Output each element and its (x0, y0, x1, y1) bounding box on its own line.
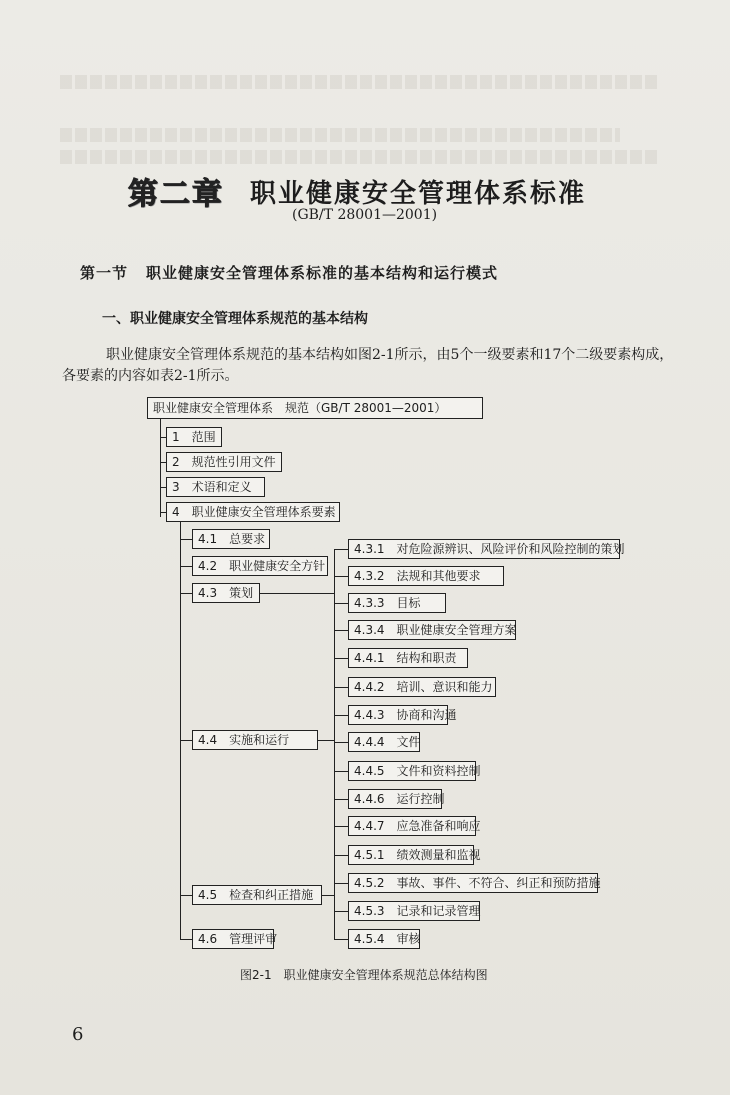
section-heading (80, 262, 516, 283)
connector-line (334, 771, 348, 772)
diagram-node-l2: 4.1 总要求 (192, 529, 270, 549)
connector-line (180, 895, 192, 896)
diagram-node-l3: 4.4.5 文件和资料控制 (348, 761, 476, 781)
connector-line (180, 566, 192, 567)
connector-line (334, 911, 348, 912)
section-number: 第一节 (80, 264, 129, 282)
diagram-node-l3: 4.3.2 法规和其他要求 (348, 566, 504, 586)
connector-line (180, 740, 192, 741)
diagram-node-l2: 4.6 管理评审 (192, 929, 274, 949)
connector-line (334, 799, 348, 800)
diagram-node-l3: 4.5.3 记录和记录管理 (348, 901, 480, 921)
connector-line (160, 512, 166, 513)
diagram-node-l3: 4.5.1 绩效测量和监视 (348, 845, 474, 865)
diagram-root-node: 职业健康安全管理体系 规范（GB/T 28001—2001） (147, 397, 483, 419)
connector-line (334, 883, 348, 884)
chapter-title: 职业健康安全管理体系标准 (250, 178, 587, 209)
diagram-node-l3: 4.3.4 职业健康安全管理方案 (348, 620, 516, 640)
connector-line (334, 630, 348, 631)
diagram-node-l3: 4.4.4 文件 (348, 732, 420, 752)
subsection-heading: 一、职业健康安全管理体系规范的基本结构 (102, 311, 368, 327)
bleed-through-line (60, 128, 620, 142)
connector-line (334, 549, 348, 550)
connector-line (334, 715, 348, 716)
diagram-node-l2: 4.3 策划 (192, 583, 260, 603)
body-paragraph: 职业健康安全管理体系规范的基本结构如图2-1所示，由5个一级要素和17个二级要素构成，各要素的内容如表2-1所示。 (62, 347, 674, 384)
diagram-node-l3: 4.4.6 运行控制 (348, 789, 442, 809)
connector-line (180, 593, 192, 594)
connector-line (334, 603, 348, 604)
diagram-node-l3: 4.3.3 目标 (348, 593, 446, 613)
diagram-node-l3: 4.4.2 培训、意识和能力 (348, 677, 496, 697)
connector-line (334, 939, 348, 940)
connector-line (318, 740, 334, 741)
connector-line (180, 539, 192, 540)
connector-line (322, 895, 334, 896)
figure-caption: 图2-1 职业健康安全管理体系规范总体结构图 (240, 968, 488, 982)
standard-code: (GB/T 28001—2001) (292, 207, 438, 223)
bleed-through-line (60, 75, 660, 89)
connector-line (334, 855, 348, 856)
diagram-node-l3: 4.4.3 协商和沟通 (348, 705, 448, 725)
diagram-node-l2: 4.4 实施和运行 (192, 730, 318, 750)
connector-line (160, 437, 166, 438)
connector-line (334, 687, 348, 688)
connector-line (160, 487, 166, 488)
chapter-heading (128, 171, 608, 211)
diagram-node-l3: 4.4.7 应急准备和响应 (348, 816, 476, 836)
connector-line (334, 549, 335, 939)
connector-line (160, 462, 166, 463)
section-title: 职业健康安全管理体系标准的基本结构和运行模式 (146, 264, 499, 282)
diagram-node-l1: 1 范围 (166, 427, 222, 447)
connector-line (334, 658, 348, 659)
diagram-node-l1: 4 职业健康安全管理体系要素 (166, 502, 340, 522)
connector-line (334, 826, 348, 827)
connector-line (334, 576, 348, 577)
diagram-node-l3: 4.5.2 事故、事件、不符合、纠正和预防措施 (348, 873, 598, 893)
diagram-node-l2: 4.5 检查和纠正措施 (192, 885, 322, 905)
diagram-node-l3: 4.4.1 结构和职责 (348, 648, 468, 668)
connector-line (180, 522, 181, 939)
connector-line (180, 939, 192, 940)
connector-line (260, 593, 334, 594)
diagram-node-l1: 2 规范性引用文件 (166, 452, 282, 472)
diagram-node-l1: 3 术语和定义 (166, 477, 265, 497)
diagram-node-l3: 4.3.1 对危险源辨识、风险评价和风险控制的策划 (348, 539, 620, 559)
bleed-through-line (60, 150, 660, 164)
chapter-label: 第二章 (128, 177, 224, 212)
page-number: 6 (72, 1024, 84, 1045)
diagram-node-l3: 4.5.4 审核 (348, 929, 420, 949)
connector-line (160, 419, 161, 517)
connector-line (334, 742, 348, 743)
diagram-node-l2: 4.2 职业健康安全方针 (192, 556, 328, 576)
